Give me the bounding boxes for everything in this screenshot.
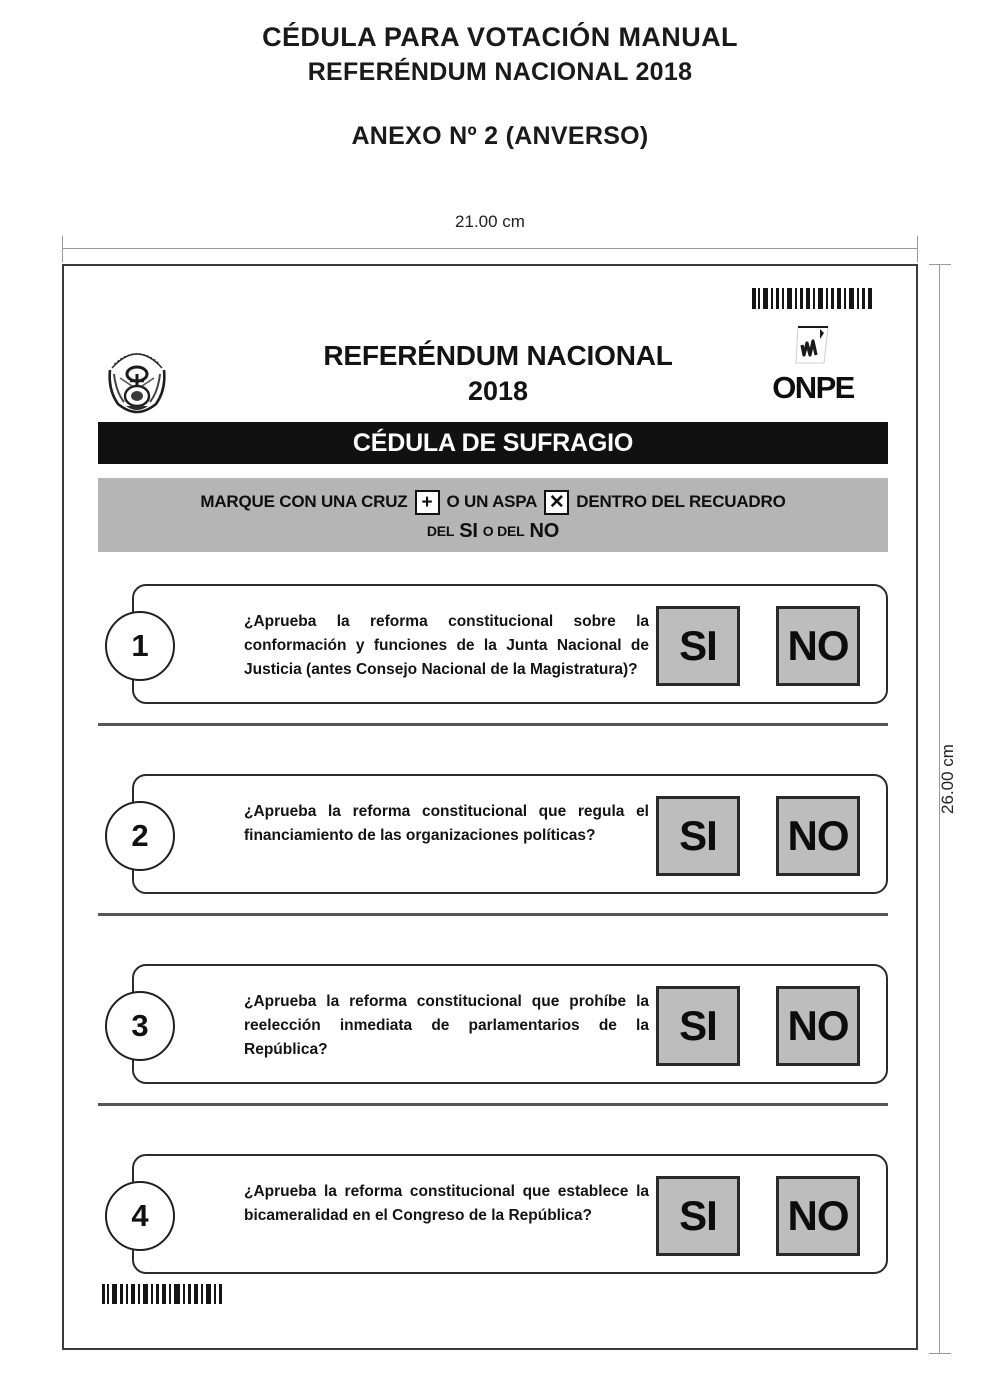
onpe-flag-icon [790,323,836,369]
document-annex-label: ANEXO Nº 2 (ANVERSO) [351,122,649,150]
instruction-text-part-1: MARQUE CON UNA CRUZ [200,492,408,511]
question-number: 3 [105,991,175,1061]
ballot-masthead [98,288,888,410]
question-text: ¿Aprueba la reforma constitucional sobre la conformación y funciones de la Junta Nacional de Justicia (antes Consejo Nacional de la Magistratura)? [244,613,649,679]
question-row [98,774,888,926]
question-card [132,584,888,704]
barcode-icon [102,1284,224,1304]
vote-options [656,796,860,876]
sufragio-banner: CÉDULA DE SUFRAGIO [98,422,888,464]
document-title-line-2: REFERÉNDUM NACIONAL 2018 [307,58,693,86]
vote-box-no[interactable]: NO [776,986,860,1066]
row-separator [98,913,888,916]
height-dimension [925,264,965,1354]
onpe-wordmark: ONPE [772,370,854,405]
question-text: ¿Aprueba la reforma constitucional que establece la bicameralidad en el Congreso de la República? [244,1183,649,1225]
instruction-text-del-1: DEL [426,523,455,539]
ballot-sheet [62,264,918,1350]
height-dimension-label: 26.00 cm [938,744,957,814]
vote-box-no[interactable]: NO [776,796,860,876]
instruction-bar [98,478,888,552]
cross-mark-icon: + [415,490,440,515]
vote-options [656,1176,860,1256]
vote-box-si[interactable]: SI [656,1176,740,1256]
question-number: 2 [105,801,175,871]
question-row [98,584,888,736]
question-card [132,1154,888,1274]
width-dimension-line [62,248,918,249]
instruction-text-part-2: O UN ASPA [446,492,538,511]
barcode-icon [752,288,874,309]
instruction-text-del-2: O DEL [482,523,525,539]
instruction-text-part-3: DENTRO DEL RECUADRO [576,492,786,511]
question-number: 1 [105,611,175,681]
document-title-line-1: CÉDULA PARA VOTACIÓN MANUAL [262,22,738,52]
width-dimension-tick-left [62,236,63,262]
vote-options [656,606,860,686]
question-row [98,964,888,1116]
width-dimension-tick-right [917,236,918,262]
peru-coat-of-arms-icon [102,334,172,414]
instruction-line-2 [427,520,559,543]
vote-box-no[interactable]: NO [776,606,860,686]
row-separator [98,723,888,726]
row-separator [98,1103,888,1106]
question-text: ¿Aprueba la reforma constitucional que prohíbe la reelección inmediata de parlamentarios de la República? [244,993,649,1059]
instruction-text-no: NO [529,519,560,542]
vote-box-si[interactable]: SI [656,606,740,686]
width-dimension-label: 21.00 cm [455,212,525,231]
height-dimension-tick-top [929,264,951,265]
question-card [132,964,888,1084]
vote-box-no[interactable]: NO [776,1176,860,1256]
onpe-logo-block [738,288,888,406]
question-number: 4 [105,1181,175,1251]
x-mark-icon: ✕ [544,490,569,515]
vote-box-si[interactable]: SI [656,986,740,1066]
width-dimension [62,212,918,258]
question-text: ¿Aprueba la reforma constitucional que regula el financiamiento de las organizaciones políticas? [244,803,649,845]
ballot-title-block [248,340,748,407]
height-dimension-tick-bottom [929,1353,951,1354]
vote-box-si[interactable]: SI [656,796,740,876]
ballot-year: 2018 [467,376,529,406]
instruction-line-1 [200,490,785,515]
ballot-title: REFERÉNDUM NACIONAL [323,340,673,371]
vote-options [656,986,860,1066]
question-card [132,774,888,894]
instruction-text-si: SI [459,519,478,542]
